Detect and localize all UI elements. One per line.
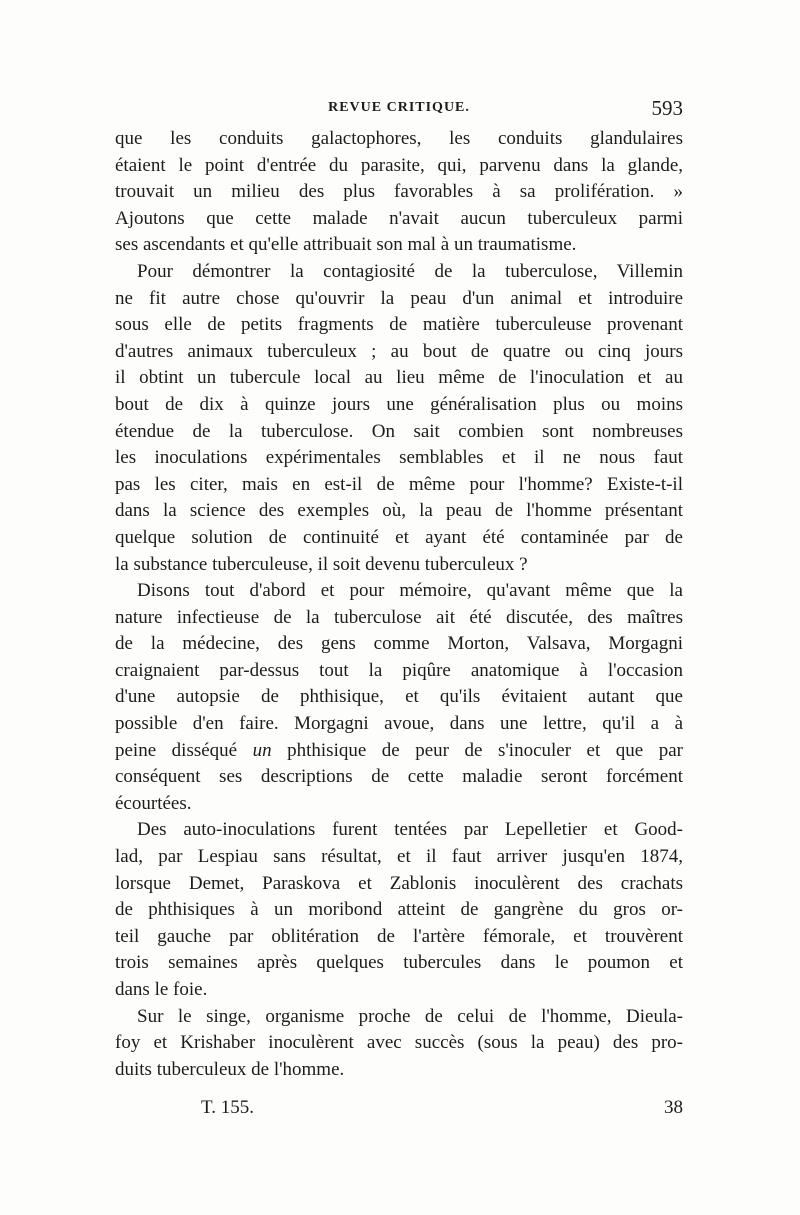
text-line: nature infectieuse de la tuberculose ait été discutée, des maîtres (115, 606, 683, 628)
text-line: que les conduits galactophores, les conduits glandulaires (115, 128, 683, 149)
text-line: de phthisiques à un moribond atteint de gangrène du gros or- (115, 899, 683, 921)
text-line: possible d'en faire. Morgagni avoue, dans une lettre, qu'il a à (115, 713, 683, 735)
text-line: trouvait un milieu des plus favorables à sa prolifération. » (115, 181, 683, 203)
text-line: ses ascendants et qu'elle attribuait son mal à un traumatisme. (115, 234, 577, 256)
text-body (115, 126, 683, 1083)
text-line: teil gauche par oblitération de l'artère fémorale, et trouvèrent (115, 925, 683, 947)
text-line: Ajoutons que cette malade n'avait aucun tuberculeux parmi (115, 207, 683, 229)
running-head (115, 96, 683, 124)
text-line: ne fit autre chose qu'ouvrir la peau d'un animal et introduire (115, 287, 683, 309)
text-line: lorsque Demet, Paraskova et Zablonis inoculèrent des crachats (115, 872, 683, 894)
text-line: il obtint un tubercule local au lieu même de l'inoculation et au (115, 367, 683, 389)
text-line: Pour démontrer la contagiosité de la tuberculose, Villemin (137, 260, 683, 282)
emphasis: un (252, 739, 272, 761)
running-title: REVUE CRITIQUE. (328, 100, 470, 115)
text-line: dans le foie. (115, 979, 208, 1000)
text-line: Sur le singe, organisme proche de celui de l'homme, Dieula- (137, 1005, 683, 1027)
text-line: étendue de la tuberculose. On sait combien sont nombreuses (115, 420, 683, 442)
text-line: d'une autopsie de phthisique, et qu'ils évitaient autant que (115, 686, 683, 708)
text-line: peine disséqué un phthisique de peur de s'inoculer et que par (115, 739, 683, 761)
text-line: quelque solution de continuité et ayant été contaminée par de (115, 526, 683, 548)
text-line: la substance tuberculeuse, il soit devenu tuberculeux ? (115, 553, 528, 575)
text-line: étaient le point d'entrée du parasite, qui, parvenu dans la glande, (115, 154, 683, 176)
text-line: d'autres animaux tuberculeux ; au bout de quatre ou cinq jours (115, 340, 683, 362)
text-line: conséquent ses descriptions de cette maladie seront forcément (115, 766, 683, 788)
text-line: écourtées. (115, 792, 192, 814)
text-line: les inoculations expérimentales semblables et il ne nous faut (115, 447, 683, 469)
text-line: sous elle de petits fragments de matière tuberculeuse provenant (115, 314, 683, 336)
page-number: 593 (651, 96, 683, 120)
volume-signature: T. 155. (201, 1097, 254, 1118)
text-line: Des auto-inoculations furent tentées par Lepelletier et Good- (137, 819, 683, 841)
text-line: trois semaines après quelques tubercules dans le poumon et (115, 952, 683, 974)
text-line: pas les citer, mais en est-il de même pour l'homme? Existe-t-il (115, 473, 683, 495)
page-footer (115, 1097, 683, 1125)
text-line: Disons tout d'abord et pour mémoire, qu'avant même que la (137, 580, 683, 602)
text-line: bout de dix à quinze jours une généralisation plus ou moins (115, 393, 683, 415)
text-line: duits tuberculeux de l'homme. (115, 1058, 345, 1080)
sheet-number: 38 (664, 1097, 683, 1118)
text-line: de la médecine, des gens comme Morton, Valsava, Morgagni (115, 633, 683, 655)
text-line: lad, par Lespiau sans résultat, et il faut arriver jusqu'en 1874, (115, 846, 683, 868)
text-line: craignaient par-dessus tout la piqûre anatomique à l'occasion (115, 659, 683, 681)
text-line: dans la science des exemples où, la peau de l'homme présentant (115, 500, 683, 522)
text-line: foy et Krishaber inoculèrent avec succès (sous la peau) des pro- (115, 1032, 683, 1054)
